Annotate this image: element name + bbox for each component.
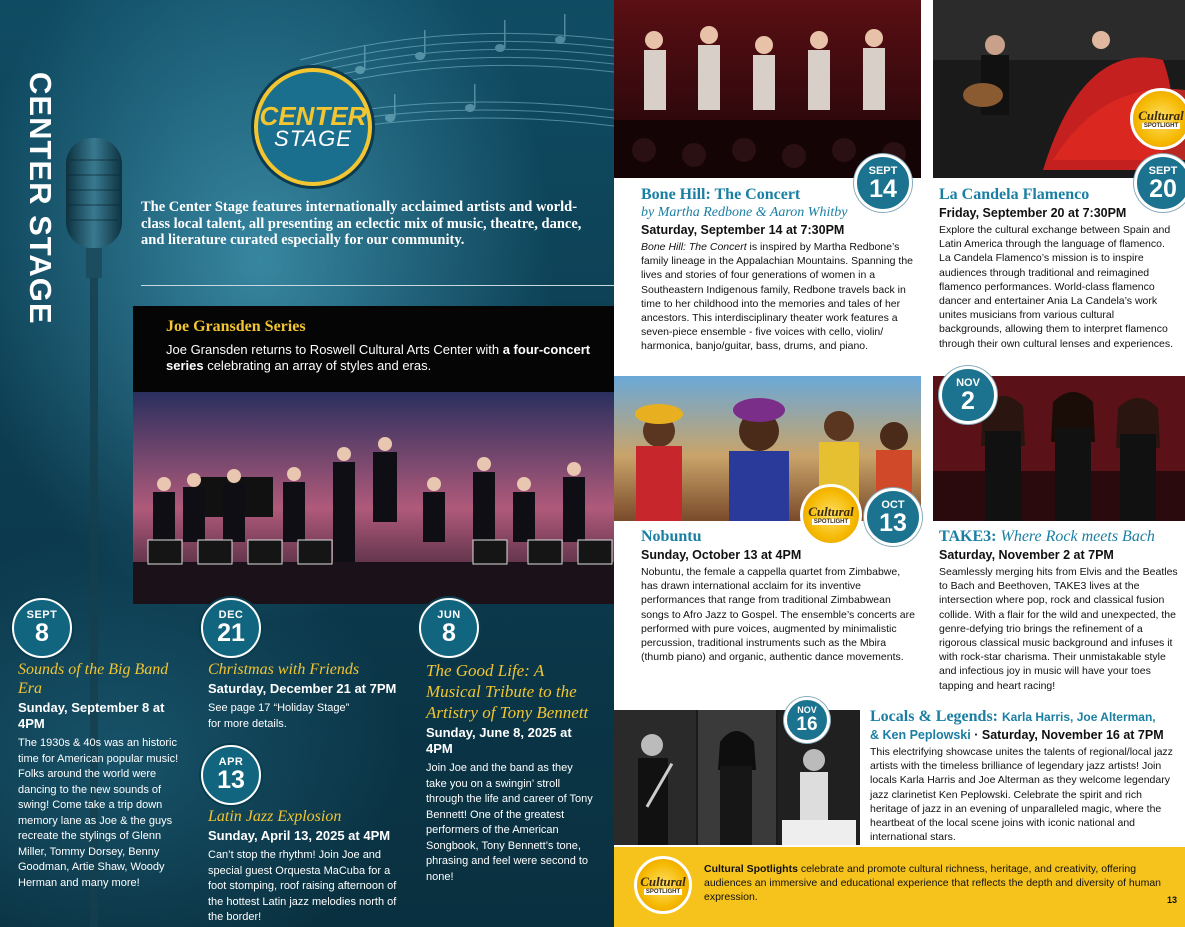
event-title-main: TAKE3: <box>939 528 997 545</box>
event-body: The 1930s & 40s was an historic time for American popular music! Folks around the world were dancing to the new sounds of swing! Come take a trip down memory lane as Joe & the guys recreate the stylings of Glenn Miller, Tommy Dorsey, Benny Goodman, Artie Shaw, Woody Herman and many more! <box>18 737 179 889</box>
event-body-text: is inspired by Martha Redbone’s family lineage in the Appalachian Mountains. Spanning the lives and stories of four generations of women in a Southeastern Indigenous family, Redbone travels back in time to her childhood into the memories and tales of her ancestors. This interdisciplinary theater work features a seven-piece ensemble - five voices with cello, violin/ harmonica, banjo/guitar, bass, drums, and piano. <box>641 241 914 353</box>
bone-hill-photo <box>614 0 921 178</box>
event-christmas <box>208 660 398 732</box>
event-title: Christmas with Friends <box>208 661 360 678</box>
badge-day: 13 <box>217 766 245 794</box>
event-body: This electrifying showcase unites the talents of regional/local jazz artists with the timeless brilliance of legendary jazz artists! Join locals Karla Harris and Joe Alterman as they welcome legendary jazz clarinetist Ken Peplowski. Celebrate the spirit and rich heritage of jazz in an evening of unparalleled magic, where the heartbeat of the local scene joins with iconic national and international stars. <box>870 746 1173 844</box>
badge-month: JUN <box>437 609 461 621</box>
vertical-section-title: CENTER STAGE <box>23 72 58 325</box>
badge-day: 2 <box>961 386 975 415</box>
event-date: Saturday, December 21 at 7PM <box>208 681 397 696</box>
date-badge-nov-16 <box>784 697 830 743</box>
event-body: Join Joe and the band as they take you on a swingin’ stroll through the life and career of Tony Bennett! One of the greatest performers of the American Songbook, Tony Bennett’s tone, phrasing and feel were second to none! <box>426 762 593 883</box>
event-date <box>870 728 1175 743</box>
event-body-italic: Bone Hill: The Concert <box>641 241 747 253</box>
date-badge-jun-8 <box>419 598 479 658</box>
event-body: Can’t stop the rhythm! Join Joe and special guest Orquesta MaCuba for a foot stomping, roof raising afternoon of the hottest Latin jazz melodies north of the border! <box>208 849 397 923</box>
event-title <box>939 528 1179 546</box>
spotlight-word: Cultural <box>640 874 686 889</box>
badge-day: 8 <box>442 619 456 647</box>
badge-month: OCT <box>881 498 905 511</box>
date-badge-apr-13 <box>201 745 261 805</box>
badge-month: NOV <box>956 376 980 389</box>
series-desc-part: celebrating an array of styles and eras. <box>203 358 432 373</box>
event-bone-hill <box>641 186 916 354</box>
event-latin-jazz <box>208 807 398 926</box>
logo-line-2: STAGE <box>274 126 352 151</box>
badge-day: 8 <box>35 619 49 647</box>
footer-body: celebrate and promote cultural richness, heritage, and creativity, offering audiences an immersive and educational experience that reflects the depth and diversity of human expression. <box>704 863 1162 903</box>
event-title: Sounds of the Big Band Era <box>18 661 169 697</box>
badge-month: SEPT <box>1148 164 1178 177</box>
event-title-main: Locals & Legends: <box>870 708 998 725</box>
event-date: Friday, September 20 at 7:30PM <box>939 206 1127 220</box>
cultural-spotlight-badge <box>634 856 692 914</box>
event-nobuntu <box>641 528 916 664</box>
date-badge-nov-2 <box>939 366 997 424</box>
band-photo <box>133 392 614 604</box>
event-take3 <box>939 528 1179 693</box>
event-date-text: · Saturday, November 16 at 7PM <box>974 728 1164 742</box>
badge-month: SEPT <box>868 164 898 177</box>
intro-text: The Center Stage features internationally acclaimed artists and world-class local talent, all presenting an eclectic mix of music, theatre, dance, and literature curated especially for our community. <box>141 199 582 248</box>
spotlight-word: Cultural <box>808 504 854 519</box>
event-la-candela <box>939 186 1179 351</box>
event-body: See page 17 “Holiday Stage” for more details. <box>208 702 350 730</box>
event-date: Sunday, September 8 at 4PM <box>18 700 165 731</box>
event-body: Nobuntu, the female a cappella quartet from Zimbabwe, has drawn international acclaim for its inventive performances that range from traditional Zimbabwean songs to Afro Jazz to Gospel. The ensemble’s concerts are performed with pure voices, augmented by minimalistic percussion, traditional instruments such as the Mbira (thumb piano) and organic, authentic dance movements. <box>641 566 915 664</box>
badge-day: 20 <box>1149 174 1177 203</box>
event-date: Saturday, November 2 at 7PM <box>939 548 1114 562</box>
spotlight-word: Cultural <box>1138 108 1184 123</box>
event-names-2: & Ken Peplowski <box>870 728 971 742</box>
event-body: Seamlessly merging hits from Elvis and the Beatles to Bach and Beethoven, TAKE3 lives at the intersection where pop, rock and classical fusion collide. With a flair for the wild and unexpected, the genre-defying trio brings the refinement of a rigorous classical music background and infuses it with rock-star charisma. Their unmistakable style and infectious joy in music will have your toes tapping and heart racing! <box>939 566 1178 692</box>
event-date: Sunday, June 8, 2025 at 4PM <box>426 725 572 756</box>
la-candela-photo <box>933 0 1185 178</box>
event-title <box>870 708 1175 726</box>
center-stage-logo <box>254 68 372 186</box>
event-title-sub: Where Rock meets Bach <box>1000 528 1155 545</box>
event-body: Explore the cultural exchange between Spain and Latin America through the language of flamenco. La Candela Flamenco’s mission is to inspire audiences through traditional and reimagined flamenco performances. World-class flamenco dancer and entertainer Ania La Candela’s work unites musicians from various cultural backgrounds, allowing them to interpret flamenco through their own cultural lenses and experiences. <box>939 224 1174 350</box>
cultural-spotlight-badge <box>1130 88 1185 150</box>
series-title: Joe Gransden Series <box>166 318 306 335</box>
cultural-spotlight-footer <box>614 847 1185 927</box>
badge-day: 16 <box>796 714 818 735</box>
event-body <box>641 240 916 354</box>
event-date: Saturday, September 14 at 7:30PM <box>641 223 845 237</box>
footer-bold: Cultural Spotlights <box>704 863 798 875</box>
badge-day: 14 <box>869 174 897 203</box>
spotlight-tag: SPOTLIGHT <box>1143 123 1179 129</box>
event-good-life <box>426 660 596 885</box>
series-description <box>166 342 596 374</box>
event-title: La Candela Flamenco <box>939 186 1090 203</box>
spotlight-tag: SPOTLIGHT <box>645 889 681 895</box>
event-big-band <box>18 660 186 891</box>
event-subtitle: by Martha Redbone & Aaron Whitby <box>641 205 848 220</box>
badge-month: DEC <box>218 609 244 621</box>
event-title: Latin Jazz Explosion <box>208 808 342 825</box>
event-names: Karla Harris, Joe Alterman, <box>1002 710 1156 724</box>
logo-line-1: CENTER <box>259 101 367 131</box>
badge-month: SEPT <box>26 609 58 621</box>
series-desc-part: Joe Gransden returns to Roswell Cultural Arts Center with <box>166 342 503 357</box>
divider <box>141 285 614 286</box>
footer-text <box>704 862 1164 904</box>
series-header <box>133 306 614 392</box>
badge-day: 21 <box>217 619 245 647</box>
badge-month: NOV <box>797 705 817 715</box>
badge-month: APR <box>218 756 244 768</box>
date-badge-sept-8 <box>12 598 72 658</box>
event-title: Nobuntu <box>641 528 702 545</box>
event-date: Sunday, October 13 at 4PM <box>641 548 802 562</box>
page-number: 13 <box>1166 895 1177 905</box>
event-title: Bone Hill: The Concert <box>641 186 801 203</box>
date-badge-dec-21 <box>201 598 261 658</box>
event-locals-legends <box>870 708 1175 844</box>
series-desc-bold: a four-concert series <box>166 342 591 373</box>
badge-day: 13 <box>879 508 907 537</box>
event-title: The Good Life: A Musical Tribute to the Artistry of Tony Bennett <box>426 661 589 722</box>
event-date: Sunday, April 13, 2025 at 4PM <box>208 828 391 843</box>
spotlight-tag: SPOTLIGHT <box>813 519 849 525</box>
